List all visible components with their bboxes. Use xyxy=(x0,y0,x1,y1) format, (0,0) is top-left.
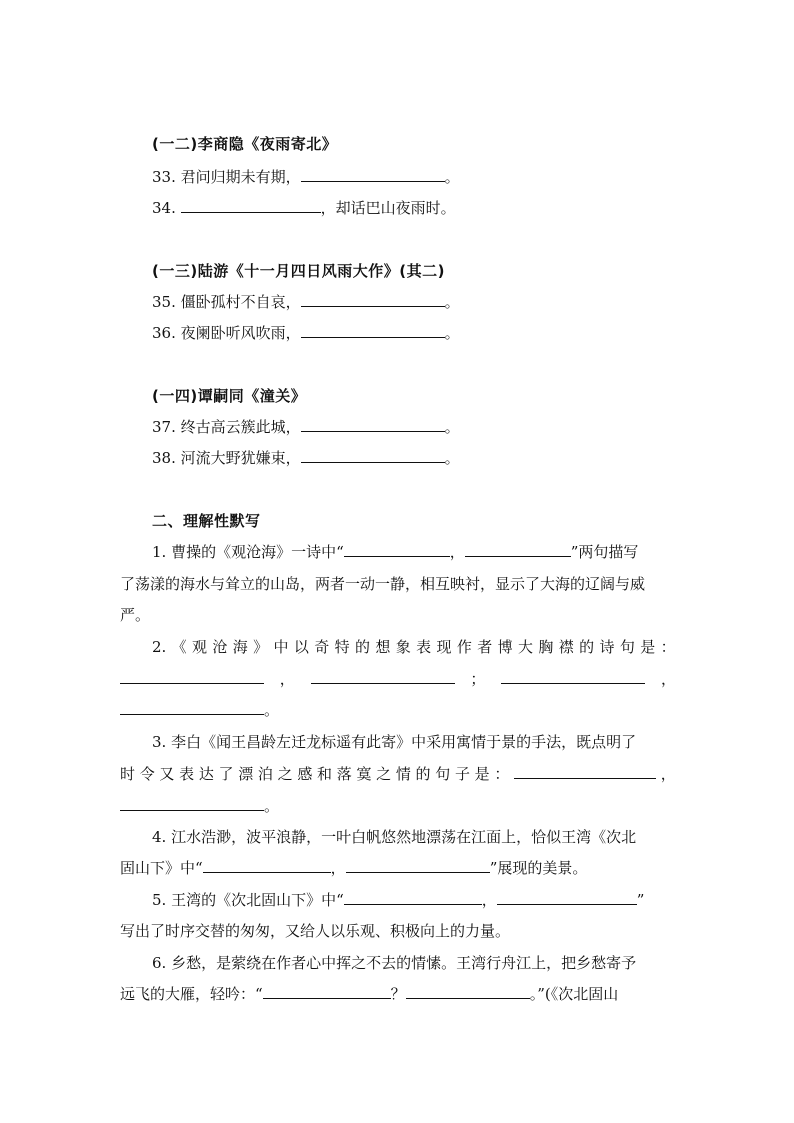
punctuation: ， xyxy=(279,670,295,688)
recitation-line-34 xyxy=(152,197,456,218)
question-2-line-1 xyxy=(120,636,676,657)
question-text: ”展现的美景。 xyxy=(489,859,588,877)
question-char: 是 xyxy=(474,765,490,783)
question-char: ： xyxy=(660,638,676,656)
question-char: 沧 xyxy=(212,638,228,656)
question-4-line-1: 4. 江水浩渺，波平浪静，一叶白帆悠然地漂荡在江面上，恰似王湾《次北 xyxy=(152,828,637,846)
verse-text: 夜阑卧听风吹雨， xyxy=(180,324,301,342)
question-char: 襟 xyxy=(558,638,574,656)
question-char: 2. xyxy=(152,638,167,656)
question-text: 远飞的大雁，轻吟：“ xyxy=(120,985,263,1003)
question-char: 表 xyxy=(416,638,432,656)
question-char: 之 xyxy=(376,765,392,783)
answer-blank[interactable] xyxy=(301,449,445,463)
answer-blank[interactable] xyxy=(344,543,450,557)
punctuation: 。 xyxy=(264,797,280,815)
question-char: 博 xyxy=(497,638,513,656)
answer-blank[interactable] xyxy=(203,859,331,873)
question-char: 奇 xyxy=(314,638,330,656)
question-text: 固山下》中“ xyxy=(120,859,203,877)
answer-blank[interactable] xyxy=(501,670,645,684)
verse-text: 终古高云簇此城， xyxy=(180,418,301,436)
question-5-line-1 xyxy=(120,889,676,910)
question-char: 的 xyxy=(355,638,371,656)
question-char: 落 xyxy=(336,765,352,783)
item-number: 36. xyxy=(152,324,176,342)
answer-blank[interactable] xyxy=(346,859,490,873)
answer-blank[interactable] xyxy=(514,765,656,779)
question-char: 者 xyxy=(477,638,493,656)
punctuation: 。 xyxy=(264,701,280,719)
punctuation: ， xyxy=(449,543,465,561)
question-2-line-2 xyxy=(120,668,676,689)
punctuation: ？ xyxy=(390,985,406,1003)
verse-text: ，却话巴山夜雨时。 xyxy=(320,199,456,217)
question-char: 泊 xyxy=(257,765,273,783)
answer-blank[interactable] xyxy=(120,670,264,684)
punctuation: ， xyxy=(660,670,676,688)
question-char: 特 xyxy=(334,638,350,656)
question-char: 感 xyxy=(297,765,313,783)
item-number: 35. xyxy=(152,293,176,311)
punctuation: 。 xyxy=(444,324,460,342)
answer-blank[interactable] xyxy=(344,891,482,905)
punctuation: 。 xyxy=(444,168,460,186)
question-3-line-2 xyxy=(120,763,676,784)
question-char: 令 xyxy=(139,765,155,783)
question-char: 是 xyxy=(640,638,656,656)
punctuation: ， xyxy=(481,891,497,909)
question-char: 和 xyxy=(317,765,333,783)
question-char: 以 xyxy=(293,638,309,656)
question-3-line-1: 3. 李白《闻王昌龄左迁龙标遥有此寄》中采用寓情于景的手法，既点明了 xyxy=(152,733,637,751)
question-6-line-2 xyxy=(120,983,676,1004)
question-char: 海 xyxy=(232,638,248,656)
question-char: 现 xyxy=(436,638,452,656)
question-char: 中 xyxy=(273,638,289,656)
question-char: ： xyxy=(494,765,510,783)
question-char: 漂 xyxy=(238,765,254,783)
answer-blank[interactable] xyxy=(120,797,264,811)
question-4-line-2 xyxy=(120,857,676,878)
question-5-line-2: 写出了时序交替的匆匆，又给人以乐观、积极向上的力量。 xyxy=(120,922,511,940)
question-char: 诗 xyxy=(599,638,615,656)
question-char: 》 xyxy=(253,638,269,656)
question-text: 5. 王湾的《次北固山下》中“ xyxy=(152,891,344,909)
answer-blank[interactable] xyxy=(497,891,637,905)
question-char: 了 xyxy=(218,765,234,783)
question-char: 时 xyxy=(120,765,136,783)
question-2-line-3 xyxy=(120,699,676,720)
recitation-line-38 xyxy=(152,447,460,468)
question-text: 1. 曹操的《观沧海》一诗中“ xyxy=(152,543,344,561)
answer-blank[interactable] xyxy=(406,985,530,999)
question-char: 情 xyxy=(395,765,411,783)
answer-blank[interactable] xyxy=(465,543,571,557)
question-3-line-3 xyxy=(120,795,676,816)
punctuation: 。 xyxy=(444,418,460,436)
question-char: 又 xyxy=(159,765,175,783)
answer-blank[interactable] xyxy=(301,168,445,182)
section-heading: 二、理解性默写 xyxy=(152,512,261,530)
question-char: 胸 xyxy=(538,638,554,656)
answer-blank[interactable] xyxy=(301,418,445,432)
question-text: ”两句描写 xyxy=(570,543,639,561)
question-char: 作 xyxy=(456,638,472,656)
punctuation: 。 xyxy=(444,449,460,467)
question-char: 之 xyxy=(277,765,293,783)
question-char: 句 xyxy=(435,765,451,783)
question-char: 达 xyxy=(198,765,214,783)
question-char: 的 xyxy=(579,638,595,656)
answer-blank[interactable] xyxy=(263,985,391,999)
item-number: 38. xyxy=(152,449,176,467)
answer-blank[interactable] xyxy=(120,701,264,715)
question-char: 象 xyxy=(395,638,411,656)
question-1-line-3: 严。 xyxy=(120,606,151,624)
answer-blank[interactable] xyxy=(181,199,321,213)
question-char: 想 xyxy=(375,638,391,656)
verse-text: 君问归期未有期， xyxy=(180,168,301,186)
question-text: ” xyxy=(636,891,645,909)
question-char: 表 xyxy=(179,765,195,783)
question-char: 句 xyxy=(619,638,635,656)
question-6-line-1: 6. 乡愁，是萦绕在作者心中挥之不去的情愫。王湾行舟江上，把乡愁寄予 xyxy=(152,954,637,972)
question-char: 子 xyxy=(454,765,470,783)
section-heading: (一二)李商隐《夜雨寄北》 xyxy=(152,135,338,153)
question-char: 《 xyxy=(171,638,187,656)
question-char: 大 xyxy=(518,638,534,656)
question-1-line-2: 了荡漾的海水与耸立的山岛，两者一动一静，相互映衬，显示了大海的辽阔与威 xyxy=(120,575,646,593)
punctuation: ， xyxy=(330,859,346,877)
item-number: 37. xyxy=(152,418,176,436)
recitation-line-36 xyxy=(152,322,460,343)
punctuation: ， xyxy=(660,765,676,783)
answer-blank[interactable] xyxy=(301,324,445,338)
recitation-line-37 xyxy=(152,416,460,437)
question-char: 观 xyxy=(192,638,208,656)
answer-blank[interactable] xyxy=(311,670,455,684)
verse-text: 河流大野犹嫌束， xyxy=(180,449,301,467)
section-heading: (一三)陆游《十一月四日风雨大作》(其二) xyxy=(152,262,445,280)
question-char: 寞 xyxy=(356,765,372,783)
punctuation: ； xyxy=(470,670,486,688)
verse-text: 僵卧孤村不自哀， xyxy=(180,293,301,311)
item-number: 34. xyxy=(152,199,176,217)
recitation-line-35 xyxy=(152,291,460,312)
question-char: 的 xyxy=(415,765,431,783)
question-1-line-1 xyxy=(120,541,676,562)
question-text: 。”(《次北固山 xyxy=(529,985,619,1003)
item-number: 33. xyxy=(152,168,176,186)
section-heading: (一四)谭嗣同《潼关》 xyxy=(152,387,307,405)
punctuation: 。 xyxy=(444,293,460,311)
answer-blank[interactable] xyxy=(301,293,445,307)
recitation-line-33 xyxy=(152,166,460,187)
